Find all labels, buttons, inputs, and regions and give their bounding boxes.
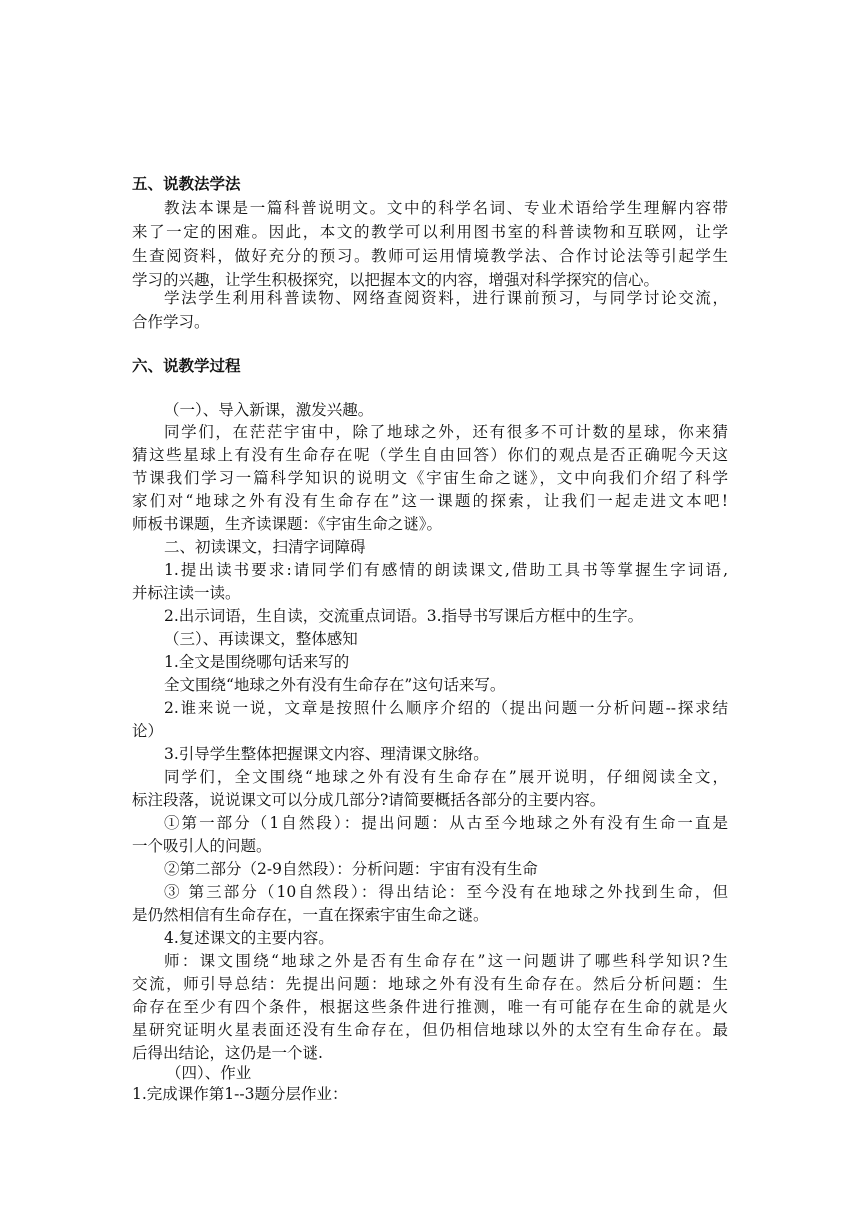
paragraph-line: 学法学生利用科普读物、网络查阅资料，进行课前预习，与同学讨论交流， <box>164 289 728 307</box>
paragraph-line: 4.复述课文的主要内容。 <box>164 929 334 947</box>
subsection-title: （四）、作业 <box>166 1064 252 1082</box>
paragraph-line: 师：课文围绕“地球之外是否有生命存在”这一问题讲了哪些科学知识?生 <box>164 952 728 970</box>
paragraph-line: ②第二部分（2-9自然段）：分析问题：宇宙有没有生命 <box>164 860 538 878</box>
paragraph-line: 全文围绕“地球之外有没有生命存在”这句话来写。 <box>164 676 506 694</box>
paragraph-line: 是仍然相信有生命存在，一直在探索宇宙生命之谜。 <box>132 906 489 924</box>
paragraph-line: 同学们，全文围绕“地球之外有没有生命存在”展开说明，仔细阅读全文， <box>164 768 728 786</box>
subsection-title: （一）、导入新课，激发兴趣。 <box>164 401 374 419</box>
paragraph-line: 同学们，在茫茫宇宙中，除了地球之外，还有很多不可计数的星球，你来猜 <box>164 423 728 441</box>
paragraph-line: 后得出结论，这仍是一个谜. <box>132 1044 323 1062</box>
paragraph-line: ③ 第三部分（10自然段）：得出结论：至今没有在地球之外找到生命，但 <box>164 883 728 901</box>
paragraph-line: 命存在至少有四个条件，根据这些条件进行推测，唯一有可能存在生命的就是火 <box>132 998 728 1016</box>
paragraph-line: 生查阅资料，做好充分的预习。教师可运用情境教学法、合作讨论法等引起学生 <box>132 247 728 265</box>
paragraph-line: 学习的兴趣，让学生积极探究，以把握本文的内容，增强对科学探究的信心。 <box>132 271 660 289</box>
paragraph-line: 3.引导学生整体把握课文内容、理清课文脉络。 <box>164 745 489 763</box>
paragraph-line: 星研究证明火星表面还没有生命存在，但仍相信地球以外的太空有生命存在。最 <box>132 1021 728 1039</box>
paragraph-line: 师板书课题，生齐读课题：《宇宙生命之谜》。 <box>132 515 443 533</box>
paragraph-line: 教法本课是一篇科普说明文。文中的科学名词、专业术语给学生理解内容带 <box>164 199 728 217</box>
paragraph-line: 2.谁来说一说，文章是按照什么顺序介绍的（提出问题一分析问题--探求结 <box>164 699 728 717</box>
subsection-title: 二、初读课文，扫清字词障碍 <box>164 538 366 556</box>
paragraph-line: 节课我们学习一篇科学知识的说明文《宇宙生命之谜》，文中向我们介绍了科学 <box>132 469 728 487</box>
paragraph-line: ①第一部分（1自然段）：提出问题：从古至今地球之外有没有生命一直是 <box>164 814 728 832</box>
paragraph-line: 合作学习。 <box>132 313 210 331</box>
paragraph-line: 标注段落，说说课文可以分成几部分?请简要概括各部分的主要内容。 <box>132 791 606 809</box>
section-heading-teaching-methods: 五、说教法学法 <box>132 175 241 193</box>
paragraph-line: 交流，师引导总结：先提出问题：地球之外有没有生命存在。然后分析问题：生 <box>132 975 728 993</box>
paragraph-line: 2.出示词语，生自读，交流重点词语。3.指导书写课后方框中的生字。 <box>164 607 644 625</box>
section-heading-teaching-process: 六、说教学过程 <box>132 357 241 375</box>
paragraph-line: 家们对“地球之外有没有生命存在”这一课题的探索，让我们一起走进文本吧! <box>132 492 728 510</box>
paragraph-line: 1.全文是围绕哪句话来写的 <box>164 653 350 671</box>
paragraph-line: 并标注读一读。 <box>132 584 241 602</box>
paragraph-line: 1.提出读书要求:请同学们有感情的朗读课文,借助工具书等掌握生字词语, <box>164 561 728 579</box>
paragraph-line: 来了一定的困难。因此，本文的教学可以利用图书室的科普读物和互联网，让学 <box>132 223 728 241</box>
paragraph-line: 猜这些星球上有没有生命存在呢（学生自由回答）你们的观点是否正确呢今天这 <box>132 446 728 464</box>
paragraph-line: 一个吸引人的问题。 <box>132 837 272 855</box>
subsection-title: （三）、再读课文，整体感知 <box>164 630 358 648</box>
paragraph-line: 论） <box>132 722 164 740</box>
paragraph-line: 1.完成课作第1--3题分层作业： <box>132 1085 348 1103</box>
